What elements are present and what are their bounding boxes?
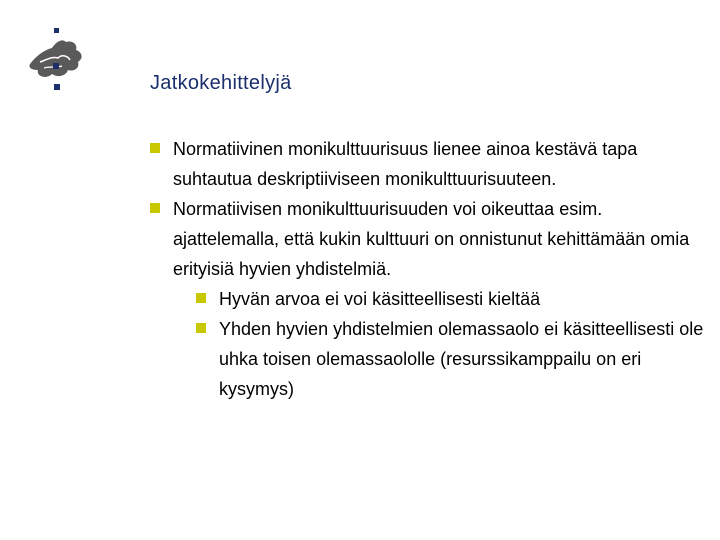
sub-bullet-text: Hyvän arvoa ei voi käsitteellisesti kieltää: [219, 289, 541, 309]
bullet-item: [150, 194, 710, 284]
sub-bullet-item: [196, 284, 710, 314]
bullet-list: [150, 134, 710, 404]
bullet-text: Normatiivisen monikulttuurisuuden voi oikeuttaa esim. ajattelemalla, että kukin kulttuuri on onnistunut kehittämään omia erityisiä hyvien yhdistelmiä.: [173, 199, 690, 279]
university-helsinki-logo-icon: [22, 26, 88, 96]
square-bullet-icon: [150, 143, 160, 153]
sub-bullet-item: [196, 314, 710, 404]
bullet-text: Normatiivinen monikulttuurisuus lienee ainoa kestävä tapa suhtautua deskriptiiviseen monikulttuurisuuteen.: [173, 139, 638, 189]
square-bullet-icon: [150, 203, 160, 213]
bullet-item: [150, 134, 710, 194]
slide-title: Jatkokehittelyjä: [150, 72, 292, 94]
square-bullet-icon: [196, 293, 206, 303]
square-bullet-icon: [196, 323, 206, 333]
sub-bullet-text: Yhden hyvien yhdistelmien olemassaolo ei käsitteellisesti ole uhka toisen olemassaololle (resurssikamppailu on eri kysymys): [219, 319, 704, 399]
